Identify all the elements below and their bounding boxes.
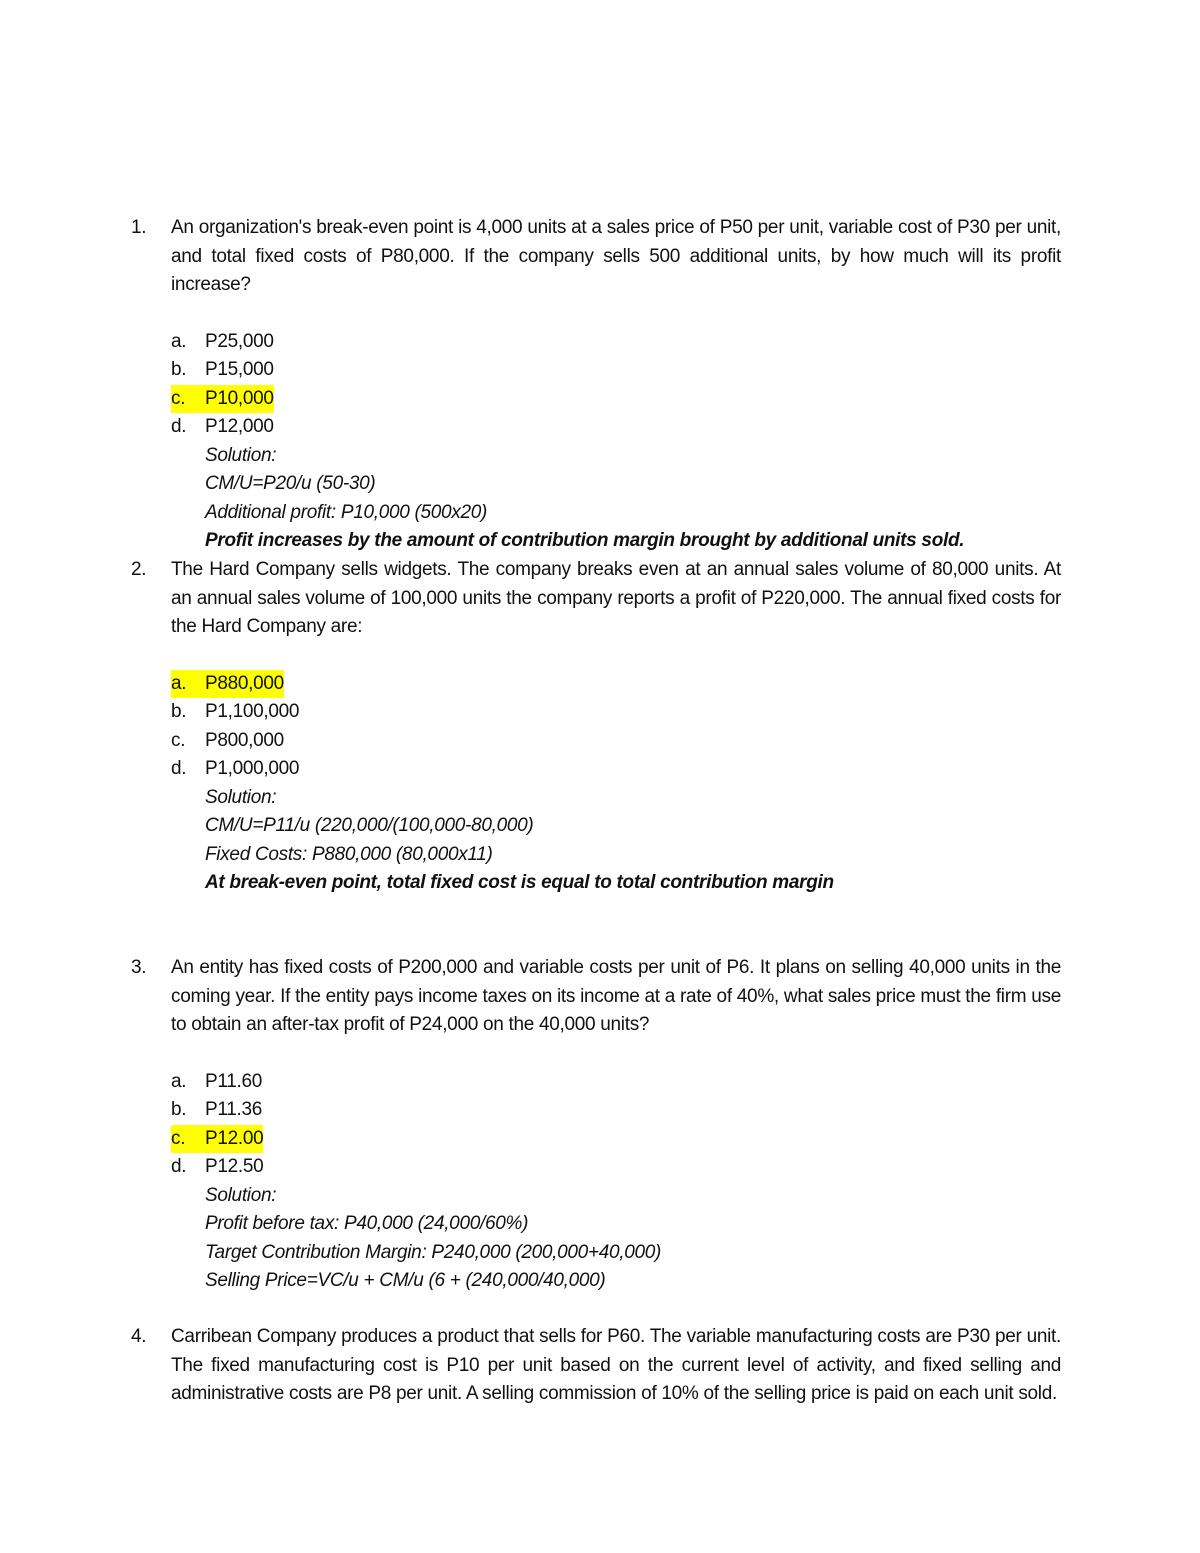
- highlighted-answer: [171, 1125, 263, 1154]
- solution-line: Selling Price=VC/u + CM/u (6 + (240,000/40,000): [205, 1270, 606, 1291]
- choice-d: [171, 755, 1061, 784]
- choice-a: [171, 1068, 1061, 1097]
- choice-list: [171, 1068, 1061, 1182]
- choice-d: [171, 413, 1061, 442]
- choice-value: P25,000: [205, 330, 274, 352]
- choice-value: P12.50: [205, 1156, 264, 1177]
- solution-heading: Solution:: [205, 786, 277, 808]
- question-number: 3.: [131, 957, 147, 978]
- choice-value: P11.60: [205, 1070, 263, 1092]
- choice-b: [171, 1096, 1061, 1125]
- choice-c-correct: [171, 385, 1061, 414]
- choice-list: [171, 670, 1061, 784]
- choice-letter: d.: [171, 758, 187, 779]
- solution-block: [205, 1182, 1061, 1296]
- question-text: The Hard Company sells widgets. The company breaks even at an annual sales volume of 80,000 units. At an annual sales volume of 100,000 units the company reports a profit of P220,000. The annual fixed costs for the Hard Company are:: [171, 559, 1061, 637]
- highlighted-answer: [171, 385, 274, 414]
- question-text: Carribean Company produces a product that sells for P60. The variable manufacturing costs are P30 per unit. The fixed manufacturing cost is P10 per unit based on the current level of activity, and fixed selling and administrative costs are P8 per unit. A selling commission of 10% of the selling price is paid on each unit sold.: [171, 1326, 1061, 1404]
- choice-letter: b.: [171, 701, 187, 722]
- question-3: [131, 954, 1061, 1296]
- choice-b: [171, 356, 1061, 385]
- question-text: An entity has fixed costs of P200,000 and variable costs per unit of P6. It plans on selling 40,000 units in the coming year. If the entity pays income taxes on its income at a rate of 40%, what sales price must the firm use to obtain an after-tax profit of P24,000 on the 40,000 units?: [171, 957, 1061, 1035]
- solution-heading: Solution:: [205, 444, 277, 466]
- choice-letter: b.: [171, 359, 187, 380]
- solution-line: Profit before tax: P40,000 (24,000/60%): [205, 1213, 529, 1234]
- choice-value: P880,000: [205, 672, 284, 694]
- solution-line: Fixed Costs: P880,000 (80,000x11): [205, 843, 493, 865]
- choice-a: [171, 328, 1061, 357]
- solution-conclusion: At break-even point, total fixed cost is equal to total contribution margin: [205, 872, 834, 893]
- question-number: 2.: [131, 559, 147, 580]
- question-number: 4.: [131, 1326, 147, 1347]
- choice-letter: c.: [171, 1127, 186, 1149]
- choice-value: P10,000: [205, 387, 274, 409]
- choice-letter: c.: [171, 387, 186, 409]
- solution-line: CM/U=P20/u (50-30): [205, 473, 376, 494]
- solution-line: Additional profit: P10,000 (500x20): [205, 501, 488, 523]
- choice-value: P1,000,000: [205, 758, 300, 779]
- choice-letter: c.: [171, 729, 186, 751]
- choice-d: [171, 1153, 1061, 1182]
- choice-letter: d.: [171, 416, 187, 437]
- choice-letter: a.: [171, 330, 187, 352]
- question-number: 1.: [131, 217, 147, 238]
- choice-value: P800,000: [205, 729, 284, 751]
- solution-conclusion: Profit increases by the amount of contribution margin brought by additional units sold.: [205, 530, 965, 551]
- choice-letter: d.: [171, 1156, 187, 1177]
- choice-b: [171, 698, 1061, 727]
- choice-value: P11.36: [205, 1099, 263, 1120]
- choice-letter: a.: [171, 672, 187, 694]
- choice-value: P15,000: [205, 359, 274, 380]
- choice-letter: b.: [171, 1099, 187, 1120]
- choice-value: P12,000: [205, 416, 274, 437]
- solution-heading: Solution:: [205, 1184, 277, 1206]
- question-2: [131, 556, 1061, 898]
- solution-line: Target Contribution Margin: P240,000 (200,000+40,000): [205, 1241, 662, 1263]
- choice-c: [171, 727, 1061, 756]
- solution-block: [205, 784, 1061, 898]
- choice-letter: a.: [171, 1070, 187, 1092]
- choice-c-correct: [171, 1125, 1061, 1154]
- choice-list: [171, 328, 1061, 442]
- highlighted-answer: [171, 670, 284, 699]
- solution-block: [205, 442, 1061, 556]
- choice-value: P12.00: [205, 1127, 264, 1149]
- question-text: An organization's break-even point is 4,000 units at a sales price of P50 per unit, variable cost of P30 per unit, and total fixed costs of P80,000. If the company sells 500 additional units, by how much will its profit increase?: [171, 217, 1061, 295]
- choice-a-correct: [171, 670, 1061, 699]
- question-1: [131, 214, 1061, 556]
- choice-value: P1,100,000: [205, 701, 300, 722]
- solution-line: CM/U=P11/u (220,000/(100,000-80,000): [205, 815, 534, 836]
- question-4: [131, 1323, 1061, 1409]
